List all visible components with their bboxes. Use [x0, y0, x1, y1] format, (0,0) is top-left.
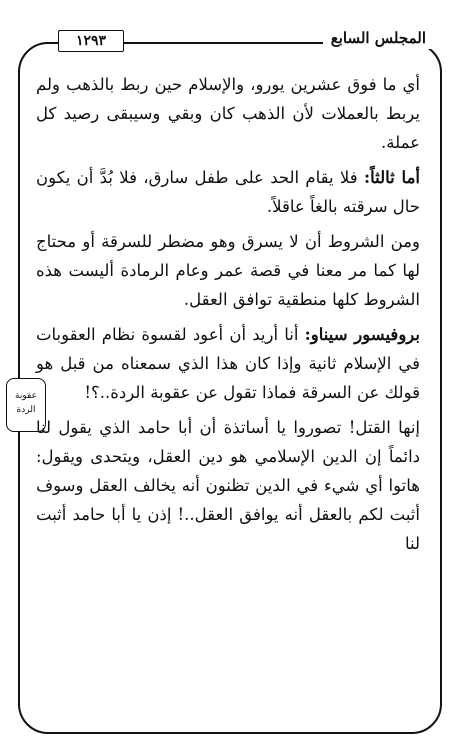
- paragraph: [36, 163, 420, 221]
- paragraph: [36, 70, 420, 157]
- margin-note-line: الردة: [16, 405, 36, 415]
- paragraph-text: إنها القتل! تصوروا يا أساتذة أن أبا حامد الذي يقول لنا دائماً إن الدين الإسلامي هو دين العقل، ويتحدى ويقول: هاتوا أي شيء في الدين تظنون أنه يخالف العقل وسوف أثبت لكم بالعقل أنه يوافق العقل..! إذن يا أبا حامد أثبت لنا: [36, 418, 420, 553]
- chapter-title: المجلس السابع: [323, 27, 434, 49]
- paragraph: [36, 320, 420, 407]
- paragraph: [36, 413, 420, 558]
- paragraph-lead: أما ثالثاً:: [363, 168, 420, 187]
- margin-note-line: عقوبة: [15, 391, 37, 401]
- page-body: [36, 70, 420, 564]
- paragraph: [36, 227, 420, 314]
- paragraph-lead: بروفيسور سيناو:: [304, 325, 420, 344]
- paragraph-text: أي ما فوق عشرين يورو، والإسلام حين ربط بالذهب ولم يربط بالعملات لأن الذهب كان وبقي وسيبقى رصيد كل عملة.: [36, 75, 420, 152]
- paragraph-text: فلا يقام الحد على طفل سارق، فلا بُدَّ أن يكون حال سرقته بالغاً عاقلاً.: [36, 168, 420, 216]
- paragraph-text: أنا أريد أن أعود لقسوة نظام العقوبات في الإسلام ثانية وإذا كان هذا الذي سمعناه من قبل هو قولك عن السرقة فماذا تقول عن عقوبة الردة..؟!: [36, 325, 420, 402]
- page-number: ١٢٩٣: [58, 30, 124, 52]
- paragraph-text: ومن الشروط أن لا يسرق وهو مضطر للسرقة أو محتاج لها كما مر معنا في قصة عمر وعام الرمادة أليست هذه الشروط كلها منطقية توافق العقل.: [36, 232, 420, 309]
